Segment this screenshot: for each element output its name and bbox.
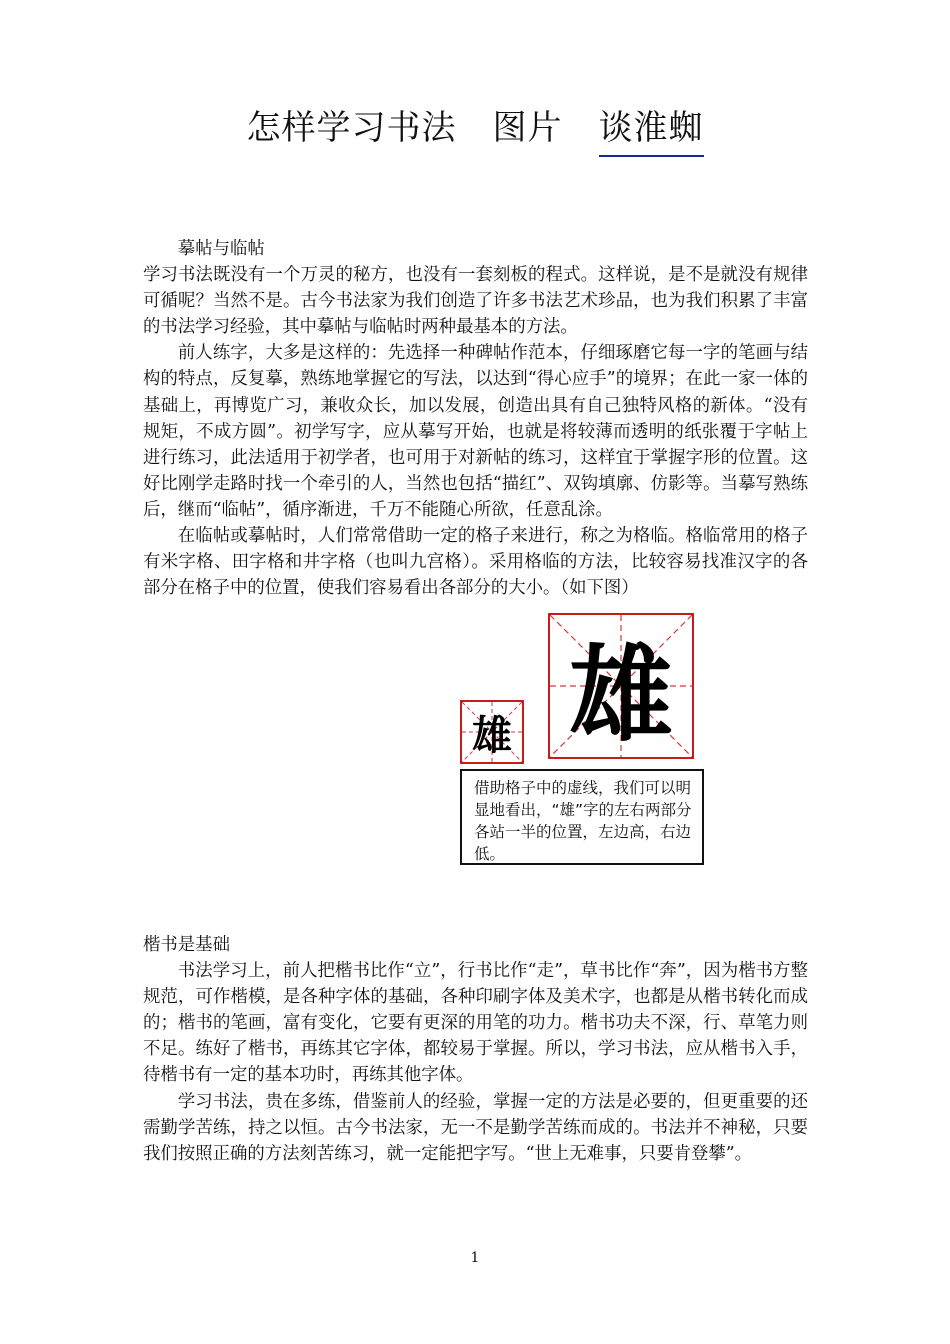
large-character: 雄 [568,634,673,756]
section-heading: 楷书是基础 [143,935,230,955]
author-name: 谈淮蜘 [599,100,704,157]
document-title [0,100,950,157]
title-text: 怎样学习书法 [246,108,457,148]
page-number: 1 [470,1250,480,1266]
small-character: 雄 [472,712,512,759]
paragraph: 在临帖或摹帖时，人们常常借助一定的格子来进行，称之为格临。格临常用的格子有米字格、田字格和井字格（也叫九宫格）。采用格临的方法，比较容易找准汉字的各部分在格子中的位置，使我们容易看出各部分的大小。（如下图） [143,526,808,599]
figure-caption: 借助格子中的虚线，我们可以明显地看出，“雄”字的左右两部分各站一半的位置，左边高，右边低。 [460,769,704,865]
grid-practice-figure [460,613,710,871]
paragraph: 前人练字，大多是这样的：先选择一种碑帖作范本，仔细琢磨它每一字的笔画与结构的特点，反复摹，熟练地掌握它的写法，以达到“得心应手”的境界；在此一家一体的基础上，再博览广习，兼收众长，加以发展，创造出具有自己独特风格的新体。“没有规矩，不成方圆”。初学写字，应从摹写开始，也就是将较薄而透明的纸张覆于字帖上进行练习，此法适用于初学者，也可用于对新帖的练习，这样宜于掌握字形的位置。这好比刚学走路时找一个牵引的人，当然也包括“描红”、双钩填廓、仿影等。当摹写熟练后，继而“临帖”，循序渐进，千万不能随心所欲，任意乱涂。 [143,343,808,520]
section-copying [143,236,808,601]
section-kaishu [143,932,808,1167]
paragraph: 学习书法既没有一个万灵的秘方，也没有一套刻板的程式。这样说，是不是就没有规律可循呢？当然不是。古今书法家为我们创造了许多书法艺术珍品，也为我们积累了丰富的书法学习经验，其中摹帖与临帖时两种最基本的方法。 [143,265,808,338]
title-section: 图片 [492,108,563,148]
small-mizi-grid [460,700,524,764]
paragraph: 学习书法，贵在多练，借鉴前人的经验，掌握一定的方法是必要的，但更重要的还需勤学苦练，持之以恒。古今书法家，无一不是勤学苦练而成的。书法并不神秘，只要我们按照正确的方法刻苦练习，就一定能把字写。“世上无难事，只要肯登攀”。 [143,1091,808,1164]
paragraph: 书法学习上，前人把楷书比作“立”，行书比作“走”，草书比作“奔”，因为楷书方整规范，可作楷模，是各种字体的基础，各种印刷字体及美术字，也都是从楷书转化而成的；楷书的笔画，富有变化，它要有更深的用笔的功力。楷书功夫不深，行、草笔力则不足。练好了楷书，再练其它字体，都较易于掌握。所以，学习书法，应从楷书入手，待楷书有一定的基本功时，再练其他字体。 [143,961,808,1086]
section-heading: 摹帖与临帖 [177,239,265,259]
large-mizi-grid [548,613,694,759]
